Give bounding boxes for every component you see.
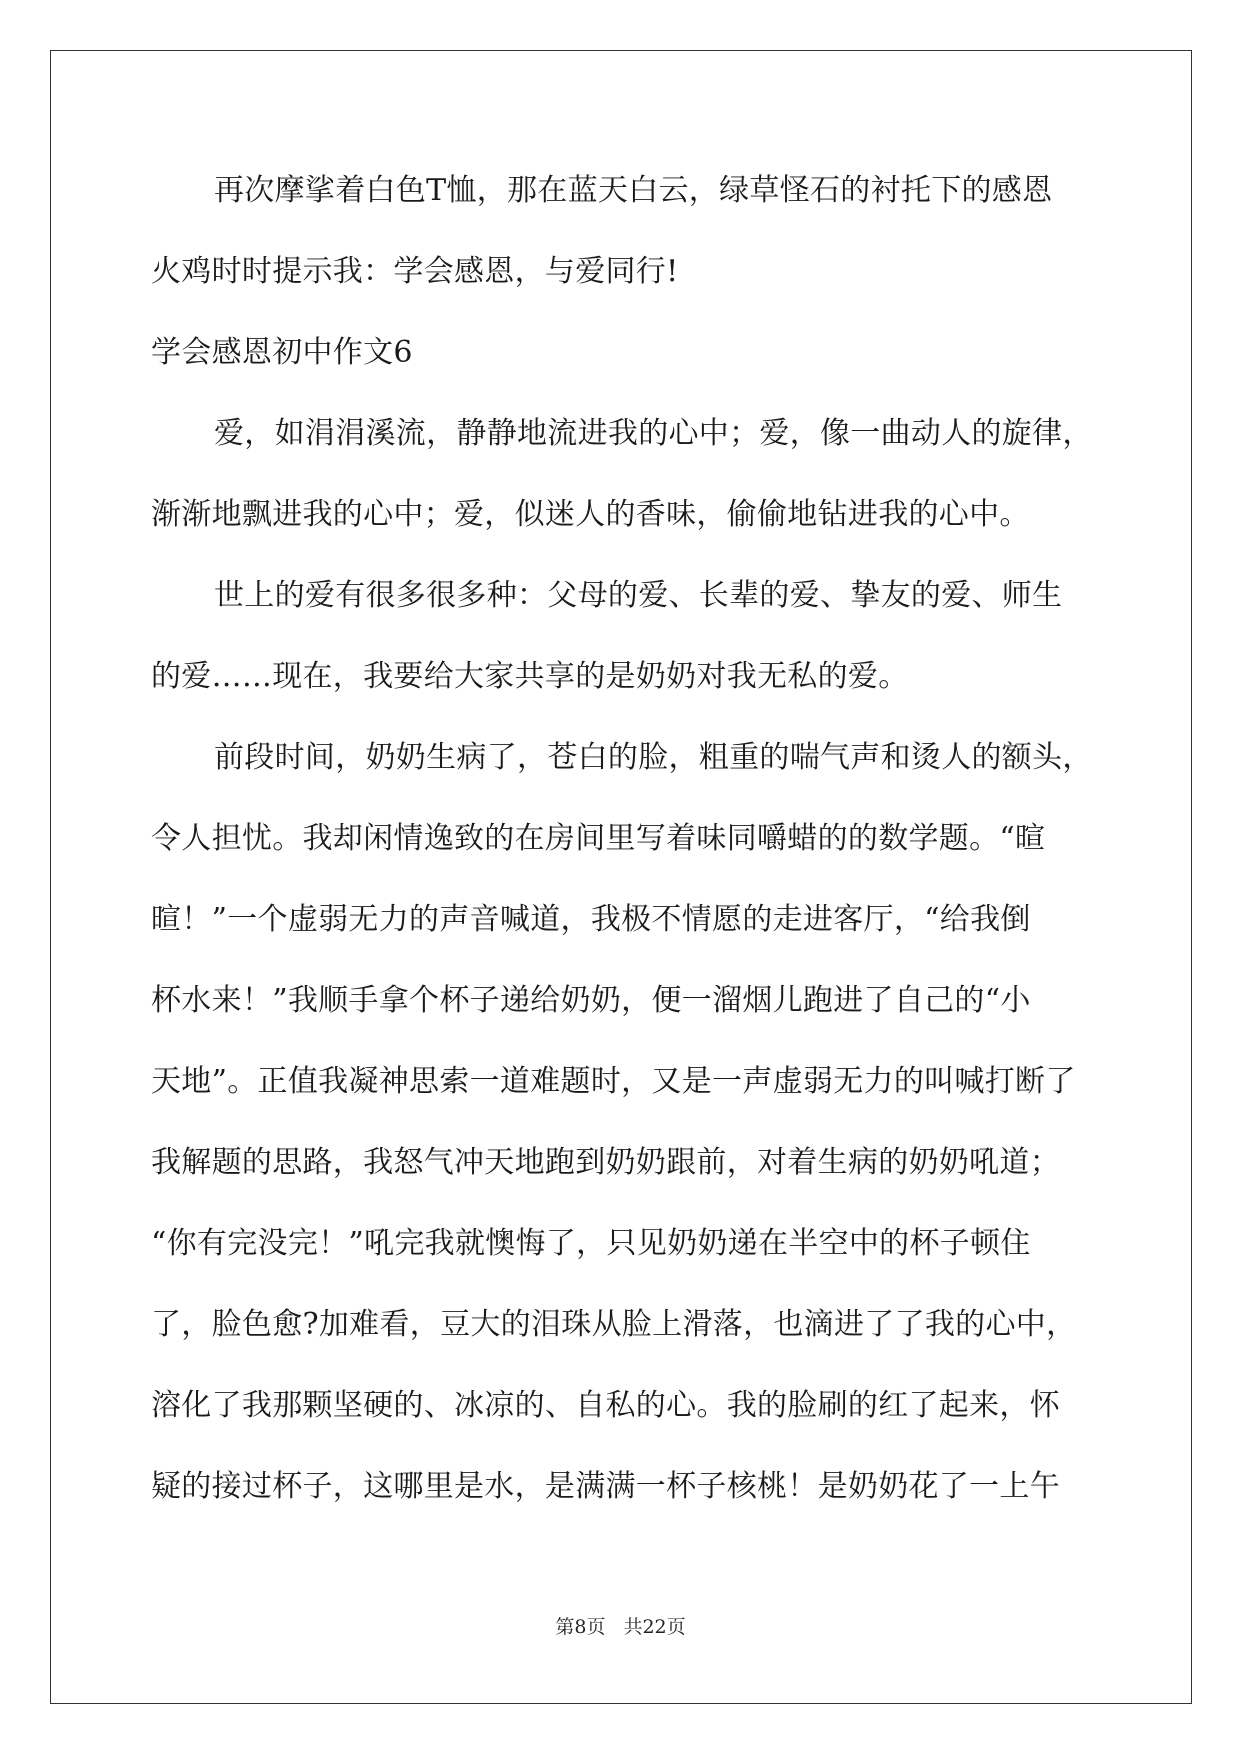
text-line: 火鸡时时提示我：学会感恩，与爱同行! — [151, 254, 679, 289]
text-line: 暄！”一个虚弱无力的声音喊道，我极不情愿的走进客厅，“给我倒 — [151, 902, 1031, 937]
page-footer — [0, 1612, 1241, 1639]
page-number: 第8页 — [555, 1616, 606, 1638]
text-line: 再次摩挲着白色T恤，那在蓝天白云，绿草怪石的衬托下的感恩 — [214, 173, 1053, 208]
text-line: 溶化了我那颗坚硬的、冰凉的、自私的心。我的脸刷的红了起来，怀 — [151, 1388, 1060, 1423]
text-line: 杯水来！”我顺手拿个杯子递给奶奶，便一溜烟儿跑进了自己的“小 — [151, 983, 1031, 1018]
text-line: 疑的接过杯子，这哪里是水，是满满一杯子核桃！是奶奶花了一上午 — [151, 1469, 1060, 1504]
text-line: 的爱……现在，我要给大家共享的是奶奶对我无私的爱。 — [151, 659, 909, 694]
text-line: “你有完没完！”吼完我就懊悔了，只见奶奶递在半空中的杯子顿住 — [151, 1226, 1031, 1261]
document-body — [151, 160, 1091, 1537]
section-heading: 学会感恩初中作文6 — [151, 335, 413, 370]
text-line: 世上的爱有很多很多种：父母的爱、长辈的爱、挚友的爱、师生 — [214, 578, 1063, 613]
page-total: 共22页 — [623, 1616, 686, 1638]
text-line: 渐渐地飘进我的心中；爱，似迷人的香味，偷偷地钻进我的心中。 — [151, 497, 1030, 532]
text-line: 爱，如涓涓溪流，静静地流进我的心中；爱，像一曲动人的旋律， — [214, 416, 1093, 451]
text-line: 了，脸色愈?加难看，豆大的泪珠从脸上滑落，也滴进了了我的心中， — [151, 1307, 1077, 1342]
text-line: 前段时间，奶奶生病了，苍白的脸，粗重的喘气声和烫人的额头， — [214, 740, 1093, 775]
text-line: 我解题的思路，我怒气冲天地跑到奶奶跟前，对着生病的奶奶吼道； — [151, 1145, 1060, 1180]
text-line: 令人担忧。我却闲情逸致的在房间里写着味同嚼蜡的的数学题。“暄 — [151, 821, 1046, 856]
text-line: 天地”。正值我凝神思索一道难题时，又是一声虚弱无力的叫喊打断了 — [151, 1064, 1076, 1099]
